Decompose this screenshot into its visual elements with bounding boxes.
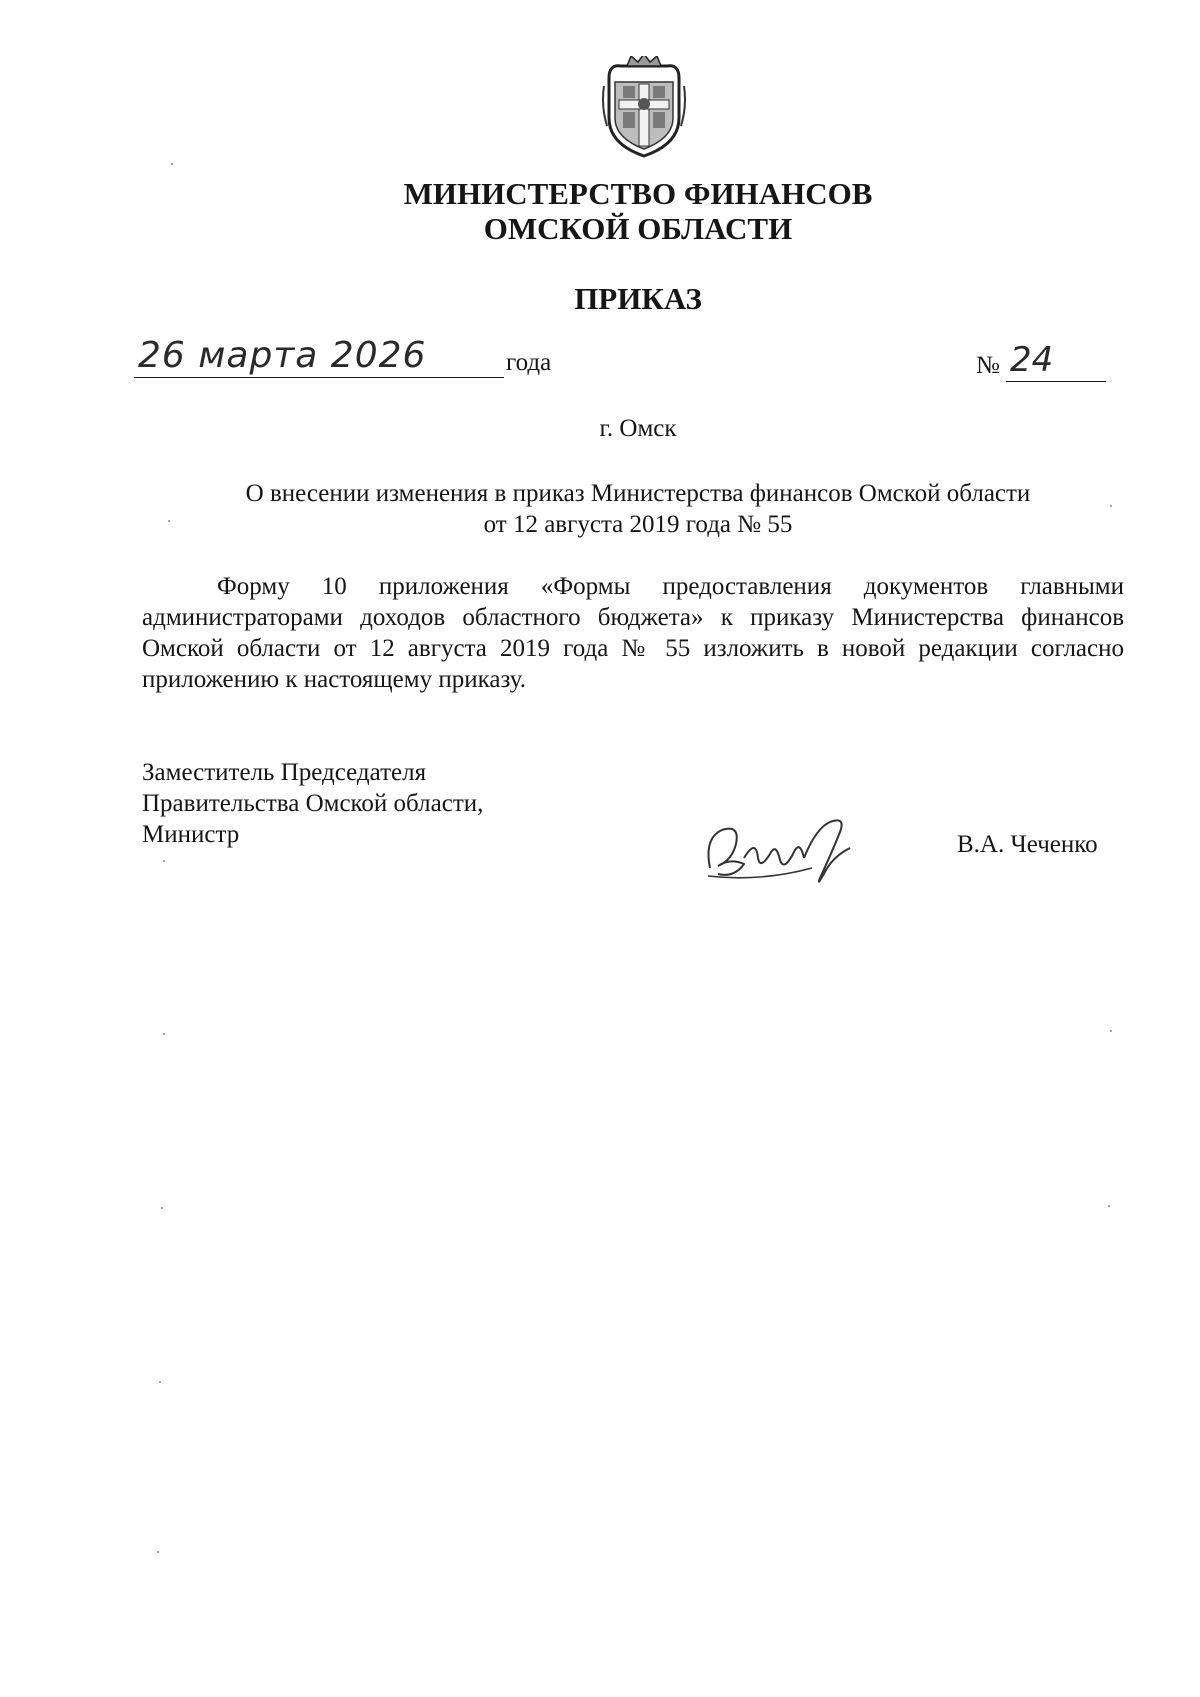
scan-speck [168,520,170,522]
date-suffix: года [506,349,552,376]
scan-speck [1110,1030,1112,1032]
scan-speck [159,1381,161,1383]
scan-speck [163,860,165,862]
document-subject [150,478,1126,540]
position-line3: Министр [142,821,240,848]
signatory-name: В.А. Чеченко [957,831,1098,858]
document-type-title: ПРИКАЗ [574,281,702,316]
city: г. Омск [599,415,677,442]
number-underline [1006,381,1106,382]
signature-icon [700,808,860,893]
scan-speck [163,1033,165,1035]
scan-speck [157,1551,159,1553]
subject-line1: О внесении изменения в приказ Министерства финансов Омской области [245,480,1031,507]
body-paragraph: Форму 10 приложения «Формы предоставления документов главными администраторами доходов областного бюджета» к приказу Министерства финансов Омской области от 12 августа 2019 года № 55 изложить в новой редакции согласно приложению к настоящему приказу. [142,573,1124,693]
coat-of-arms-icon [601,56,687,158]
scan-speck [171,163,173,165]
handwritten-number: 24 [1010,340,1054,380]
signatory-position [142,757,483,850]
position-line1: Заместитель Председателя [142,759,427,786]
organization-name-line2: ОМСКОЙ ОБЛАСТИ [483,211,793,246]
number-sign: № [976,352,1000,379]
scan-speck [1108,1205,1110,1207]
scan-speck [161,1207,163,1209]
subject-line2: от 12 августа 2019 года № 55 [483,511,793,538]
handwritten-date: 26 марта 2026 [138,335,427,376]
position-line2: Правительства Омской области, [142,790,484,817]
date-underline [134,377,504,378]
organization-name-line1: МИНИСТЕРСТВО ФИНАНСОВ [403,176,873,211]
scan-speck [1110,505,1112,507]
